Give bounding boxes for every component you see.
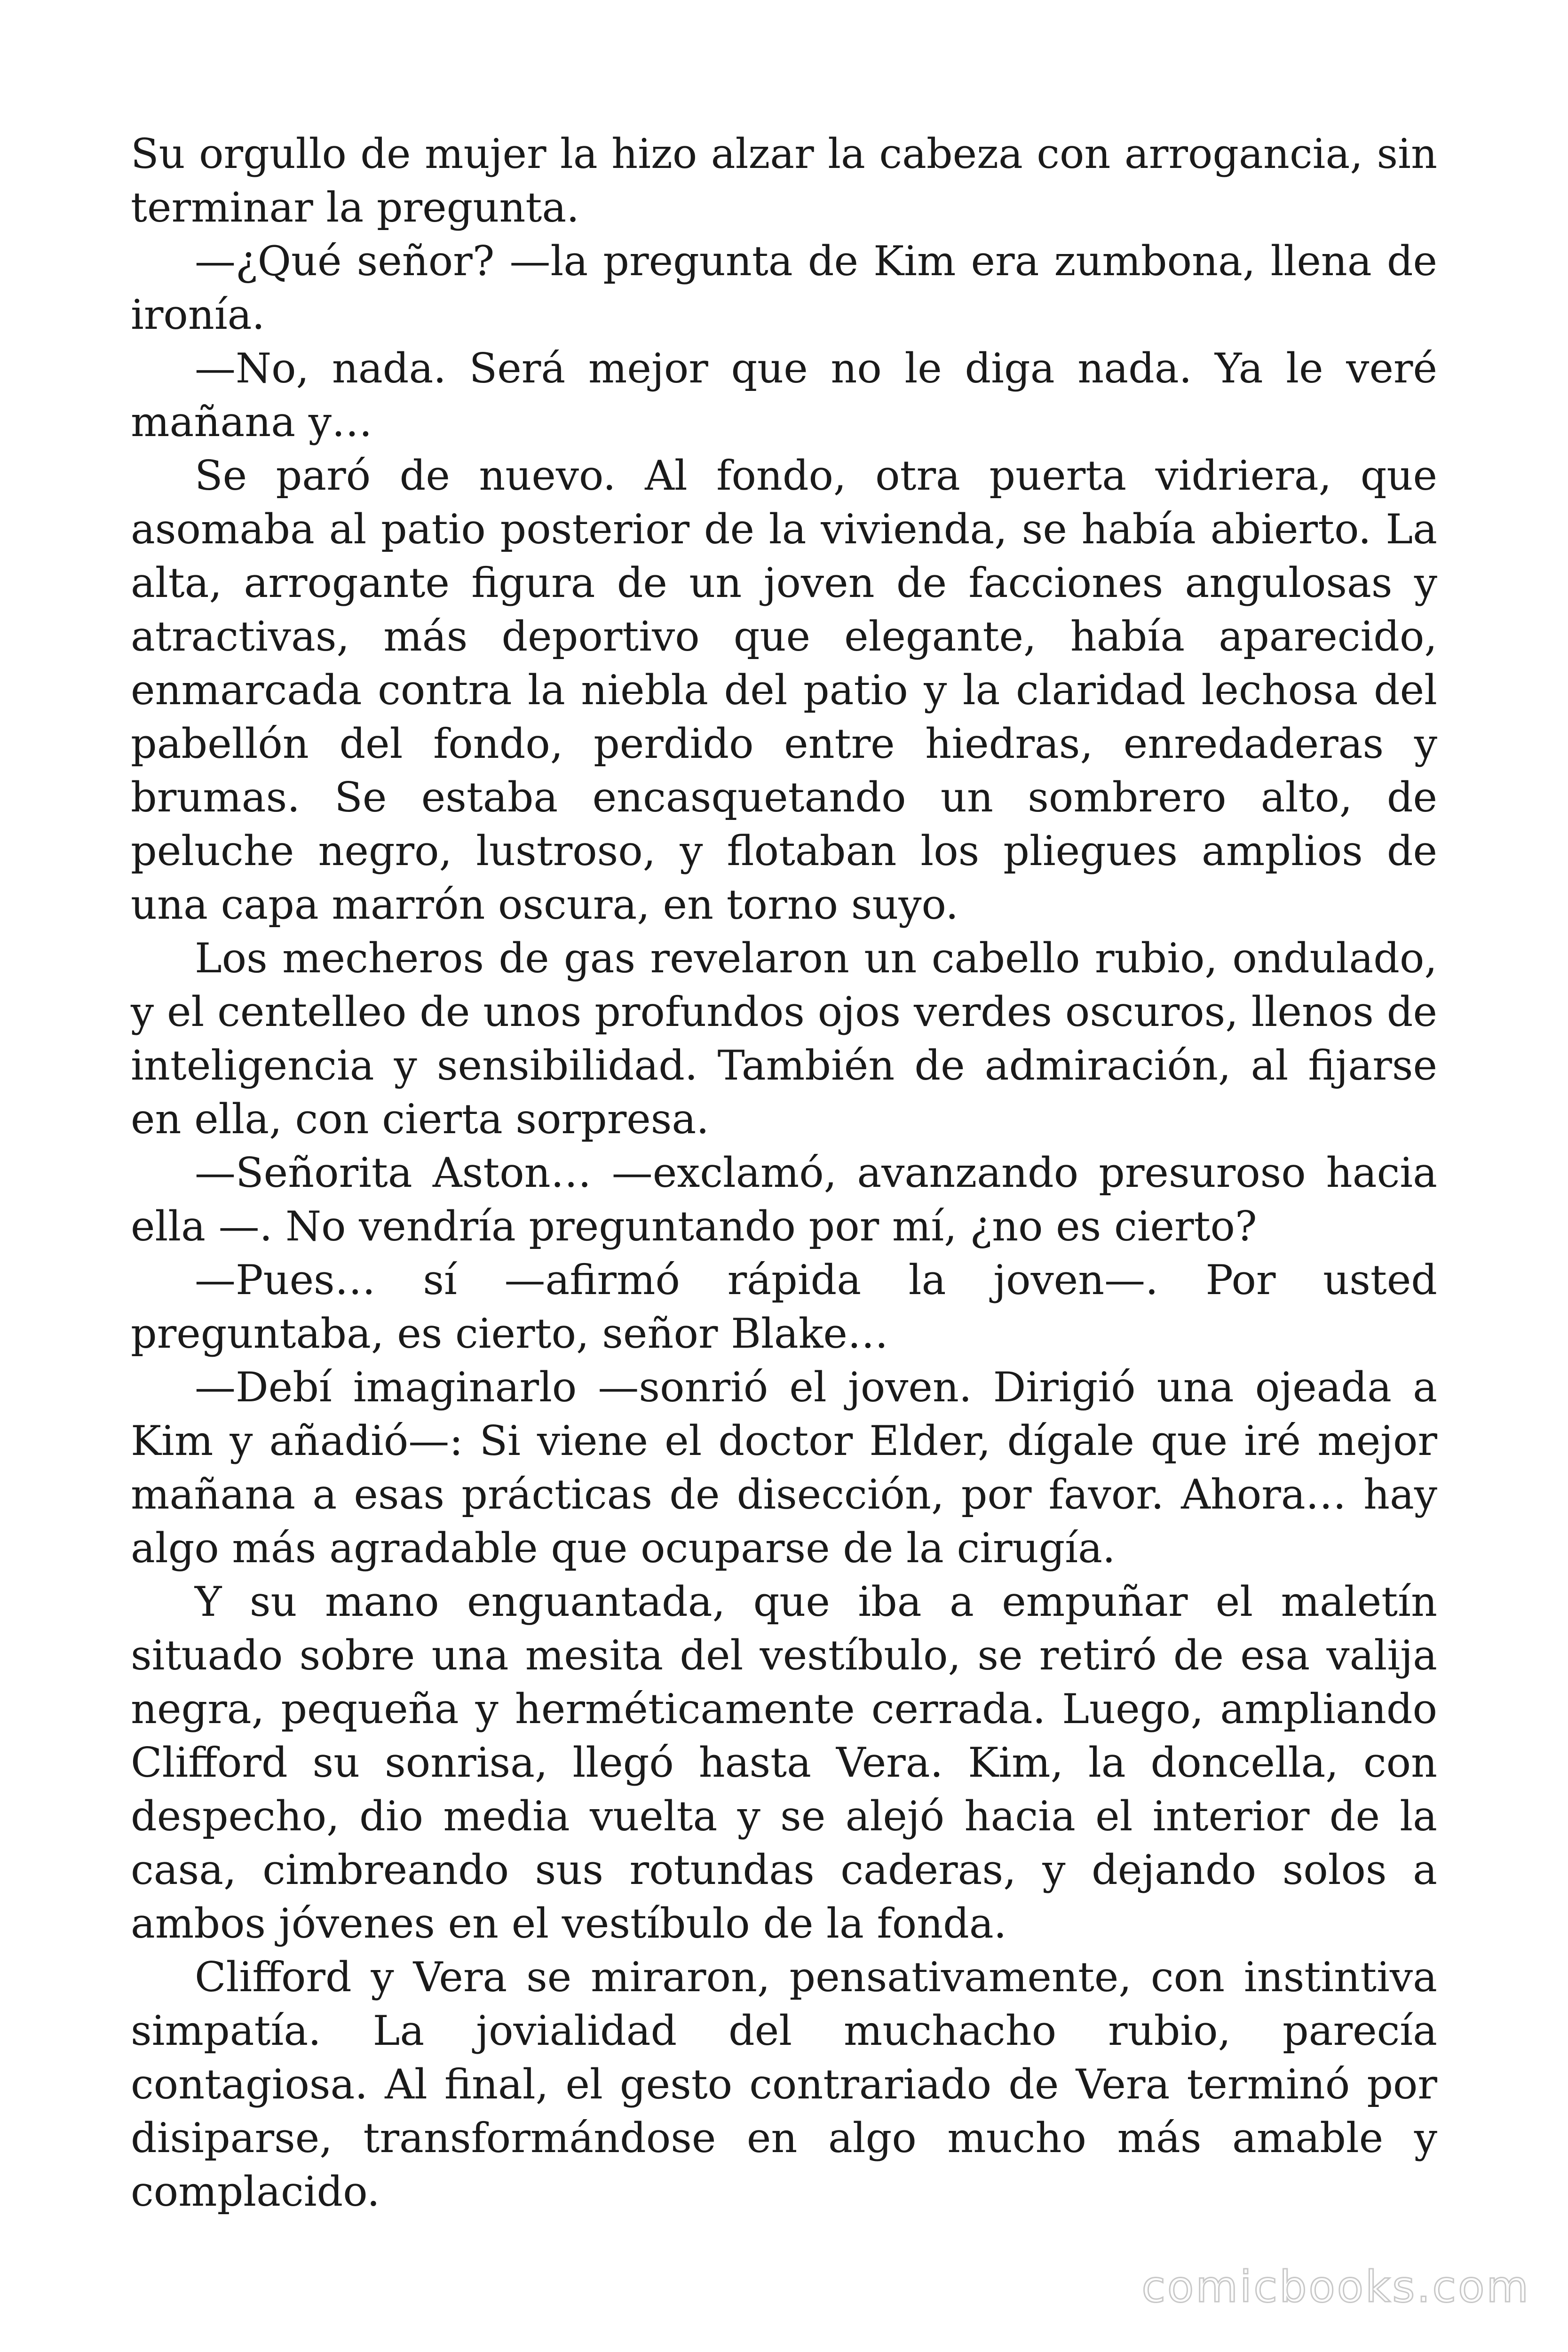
- paragraph: —No, nada. Será mejor que no le diga nada. Ya le veré mañana y…: [131, 344, 1437, 446]
- paragraph: Clifford y Vera se miraron, pensativamente, con instintiva simpatía. La jovialidad del muchacho rubio, parecía contagiosa. Al final, el gesto contrariado de Vera terminó por disiparse, transformándose en algo mucho más amable y complacido.: [131, 1953, 1437, 2216]
- paragraph: —Debí imaginarlo —sonrió el joven. Dirigió una ojeada a Kim y añadió—: Si viene el doctor Elder, dígale que iré mejor mañana a esas prácticas de disección, por favor. Ahora… hay algo más agradable que ocuparse de la cirugía.: [131, 1363, 1437, 1572]
- paragraph: —Pues… sí —afirmó rápida la joven—. Por usted preguntaba, es cierto, señor Blake…: [131, 1256, 1437, 1358]
- paragraph: Su orgullo de mujer la hizo alzar la cabeza con arrogancia, sin terminar la pregunta.: [131, 130, 1437, 231]
- watermark: comicbooks.com: [1141, 2262, 1530, 2312]
- paragraph: —Señorita Aston… —exclamó, avanzando presuroso hacia ella —. No vendría preguntando por mí, ¿no es cierto?: [131, 1149, 1437, 1250]
- paragraph: Se paró de nuevo. Al fondo, otra puerta vidriera, que asomaba al patio posterior de la vivienda, se había abierto. La alta, arrogante figura de un joven de facciones angulosas y atractivas, más deportivo que elegante, había aparecido, enmarcada contra la niebla del patio y la claridad lechosa del pabellón del fondo, perdido entre hiedras, enredaderas y brumas. Se estaba encasquetando un sombrero alto, de peluche negro, lustroso, y flotaban los pliegues amplios de una capa marrón oscura, en torno suyo.: [131, 452, 1437, 929]
- paragraph: —¿Qué señor? —la pregunta de Kim era zumbona, llena de ironía.: [131, 237, 1437, 339]
- paragraph: Los mecheros de gas revelaron un cabello rubio, ondulado, y el centelleo de unos profundos ojos verdes oscuros, llenos de inteligencia y sensibilidad. También de admiración, al fijarse en ella, con cierta sorpresa.: [131, 934, 1437, 1143]
- paragraph: Y su mano enguantada, que iba a empuñar el maletín situado sobre una mesita del vestíbulo, se retiró de esa valija negra, pequeña y herméticamente cerrada. Luego, ampliando Clifford su sonrisa, llegó hasta Vera. Kim, la doncella, con despecho, dio media vuelta y se alejó hacia el interior de la casa, cimbreando sus rotundas caderas, y dejando solos a ambos jóvenes en el vestíbulo de la fonda.: [131, 1578, 1437, 1947]
- book-page-text: [131, 127, 1437, 2218]
